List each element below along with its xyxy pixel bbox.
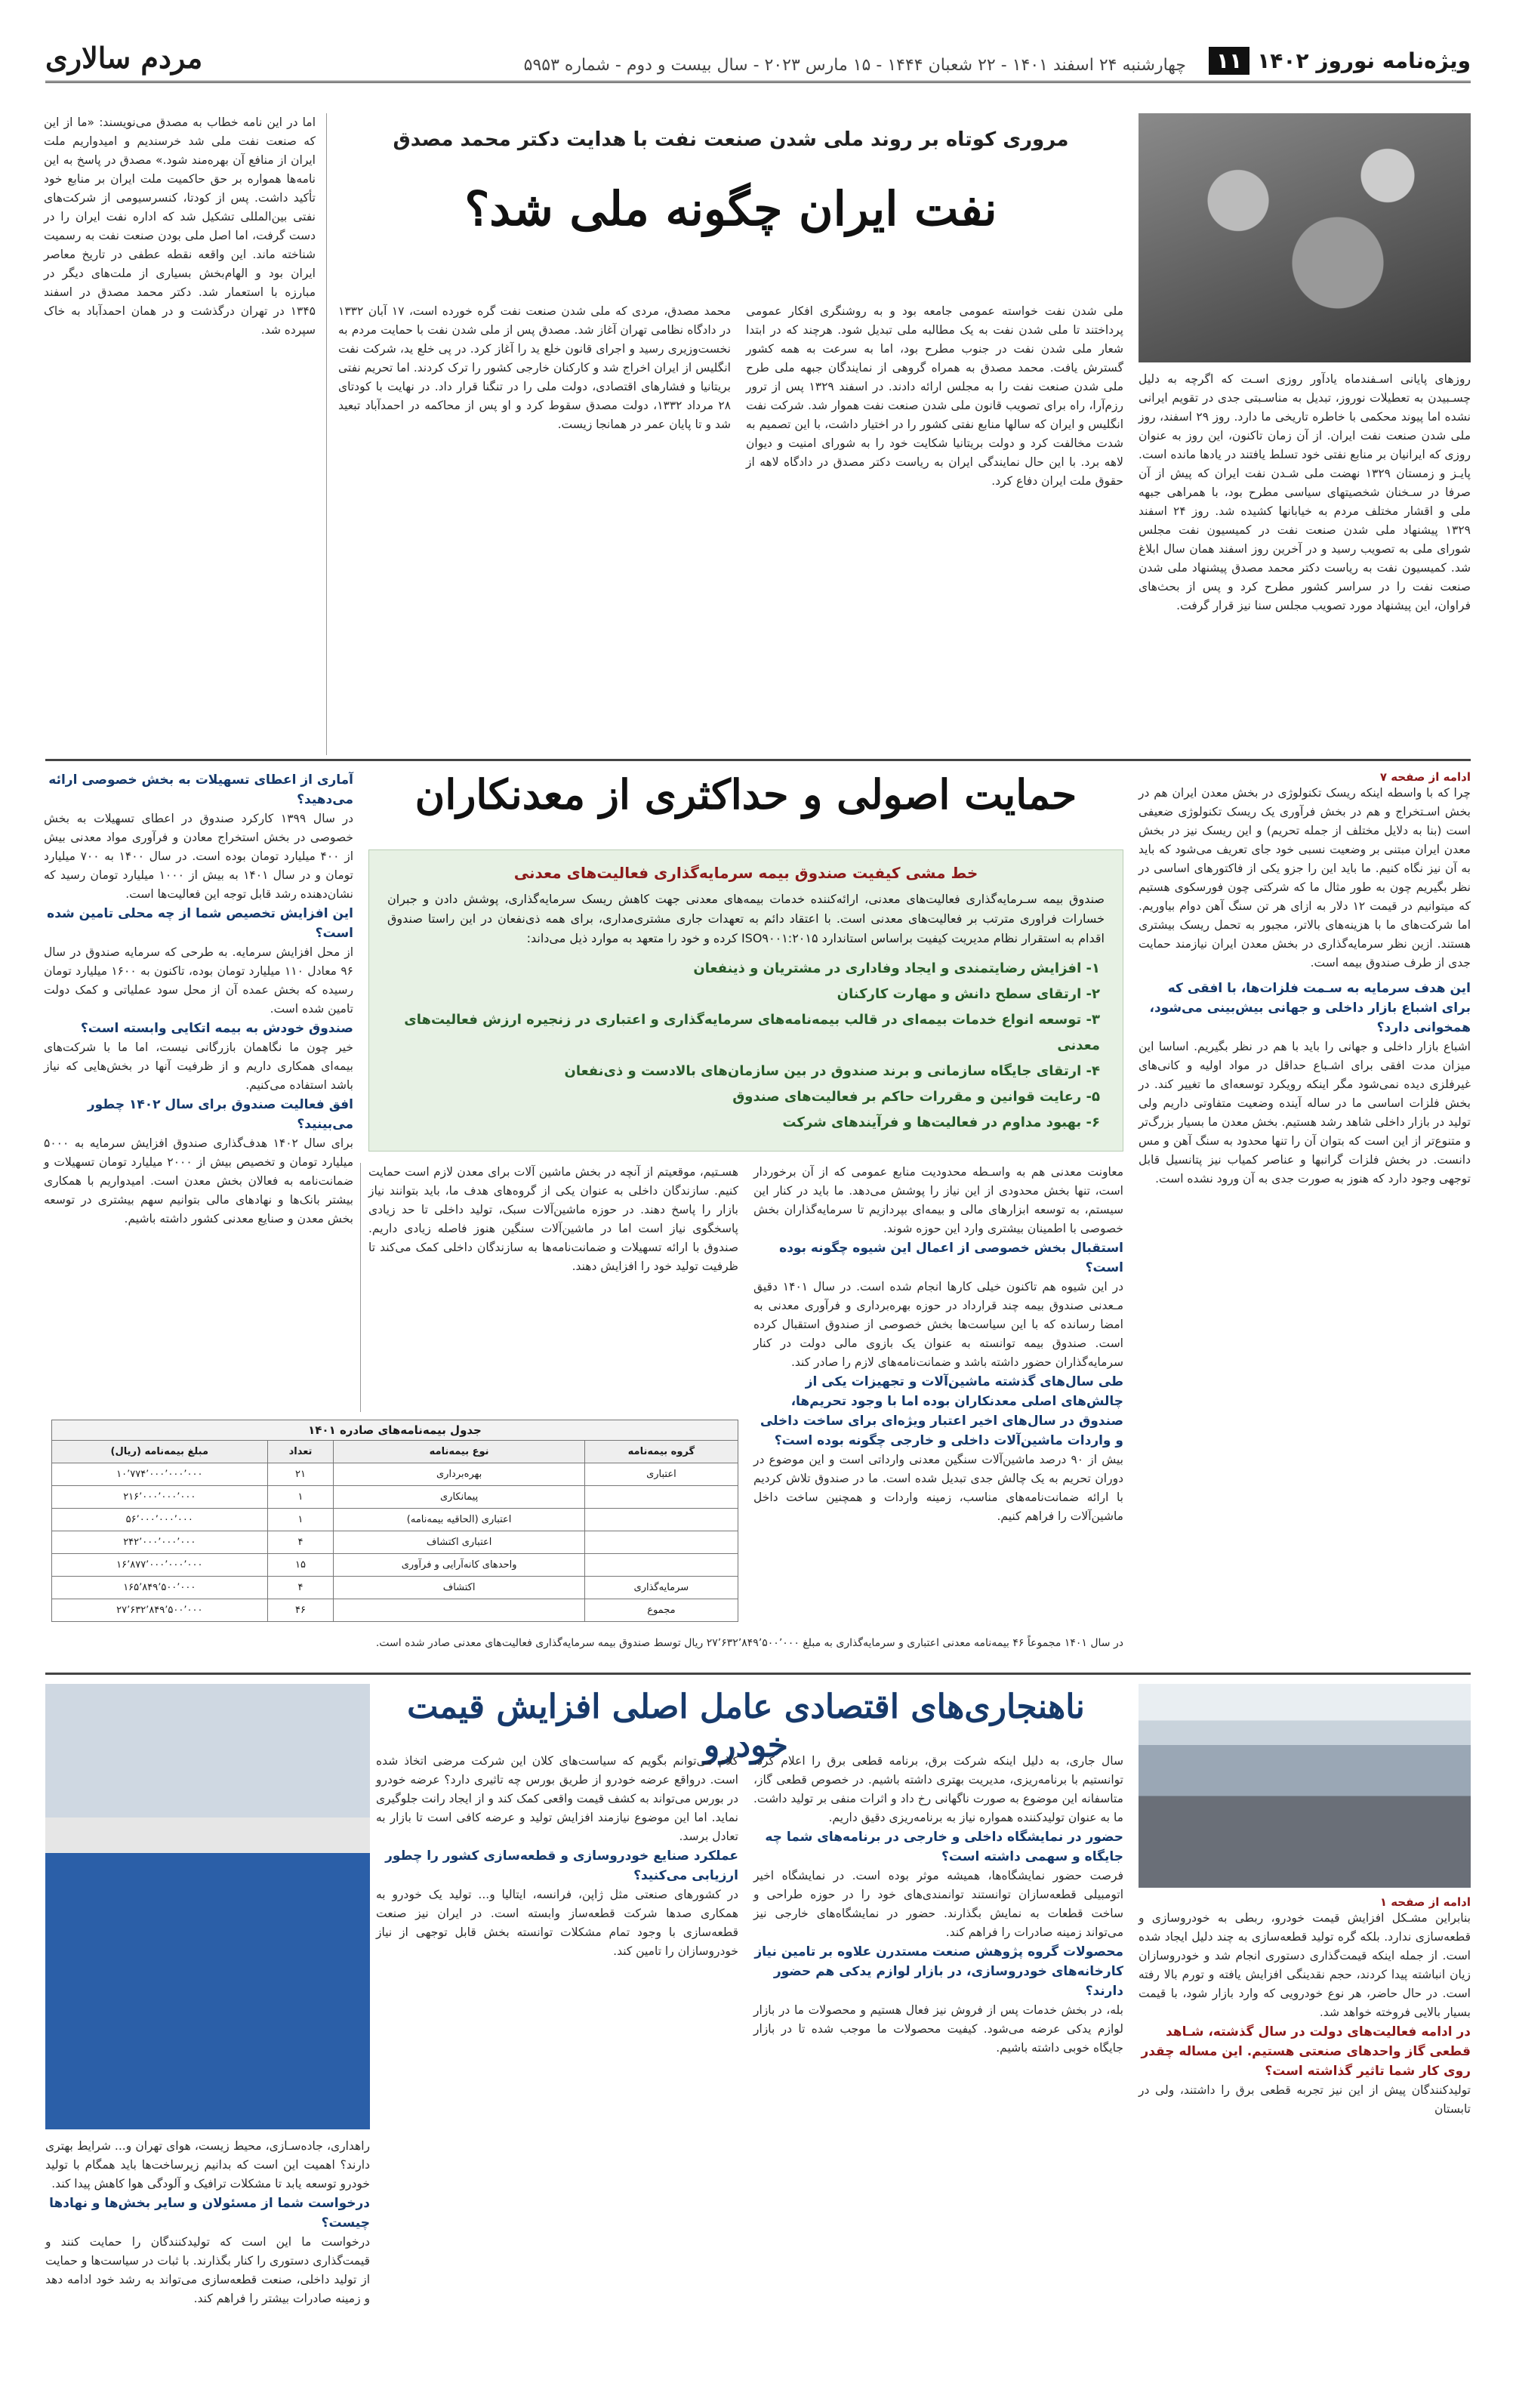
table-row xyxy=(52,1509,738,1531)
table-cell: بهره‌برداری xyxy=(334,1463,584,1486)
story2-paragraph: چرا که با واسطه اینکه ریسک تکنولوژی در بخش معدن ایران هم در بخش اسـتخراج و هم در بخش فرآوری یک ریسک تکنولوژی ضعیفی است (بنا به دلایل مختلف از جمله تحریم) و این ریسک نیز در بخش معدن ایران مبتنی بر وضعیت نسبی خود جای تعریف می‌شود که باید به آن نیز نگاه کنیم. ما باید این را جزو یکی از فاکتورهای اساسی در نظر بگیریم چون به طور مثال ما که شرکتی چون فورسکوی هستیم که میتوانیم در قیمت ۱۲ دلار به ازای هر تن سنگ آهن دوام بیاوریم. اما شرکت‌های ما با هزینه‌های بالاتر، مجبور به تحمل ریسک بیشتری هستند. ازین نظر سرمایه‌گذاری در بخش معدن ایران نیازمند حمایت جدی از طرف صندوق بیمه است. xyxy=(1139,786,1471,970)
interview-question: این هدف سرمایه به سـمت فلزات‌ها، با افقی که برای اشباع بازار داخلی و جهانی بیش‌بینی می‌شود، همخوانی دارد؟ xyxy=(1149,981,1471,1035)
story2-headline: حمایت اصولی و حداکثری از معدنکاران xyxy=(414,770,1077,819)
table-cell: ۱ xyxy=(267,1509,334,1531)
newspaper-logo: مردم سالاری xyxy=(45,41,203,75)
table-cell: واحدهای کانه‌آرایی و فرآوری xyxy=(334,1554,584,1577)
interview-question: طی سال‌های گذشته ماشین‌آلات و تجهیزات یکی از چالش‌های اصلی معدنکاران بوده اما با وجود تحریم‌ها، صندوق در سال‌های اخیر اعتبار ویژه‌ای برای ساخت داخلی و واردات ماشین‌آلات داخلی و خارجی چگونه بوده است؟ xyxy=(760,1374,1123,1448)
interview-question: عملکرد صنایع خودروسازی و قطعه‌سازی کشور را چطور ارزیابی می‌کنید؟ xyxy=(385,1848,738,1883)
table-cell: ۲۴۲٬۰۰۰٬۰۰۰٬۰۰۰ xyxy=(52,1531,268,1554)
interview-question: حضور در نمایشگاه داخلی و خارجی در برنامه‌های شما چه جایگاه و سهمی داشته است؟ xyxy=(765,1830,1123,1864)
table-cell: ۱ xyxy=(267,1486,334,1509)
story1-col-right xyxy=(1139,370,1471,751)
story2-paragraph: بیش از ۹۰ درصد ماشین‌آلات سنگین معدنی وارداتی است و این موضوع در دوران تحریم به یک چالش جدی تبدیل شده است. ما در صندوق تلاش کردیم با ارائه ضمانت‌نامه‌های مناسب، زمینه واردات و همچنین ساخت داخل ماشین‌آلات را فراهم کنیم. xyxy=(753,1453,1123,1523)
story2-paragraph: در سال ۱۳۹۹ کارکرد صندوق در اعطای تسهیلات به بخش خصوصی در بخش استخراج معادن و فرآوری مواد معدنی بیش از ۴۰۰ میلیارد تومان بوده است. در سال ۱۴۰۰ به ۷۰۰ میلیارد تومان و در سال ۱۴۰۱ به بیش از ۱۰۰۰ میلیارد تومان رسید که نشان‌دهنده رشد قابل توجه این فعالیت‌ها است. xyxy=(44,812,353,901)
table-row xyxy=(52,1577,738,1599)
table-cell: سرمایه‌گذاری xyxy=(584,1577,738,1599)
story3-paragraph: راهداری، جاده‌سـازی، محیط زیست، هوای تهران و... شرایط بهتری دارند؟ اهمیت این است که بدانیم زیرساخت‌ها باید همگام با تولید خودرو توسعه یابد تا مشکلات ترافیک و آلودگی هوا کاهش پیدا کند. xyxy=(45,2139,370,2191)
table-cell: مجموع xyxy=(584,1599,738,1622)
table-cell: ۴۶ xyxy=(267,1599,334,1622)
story3-col-far xyxy=(45,2137,370,2363)
page-number: ۱۱ xyxy=(1209,47,1249,75)
quality-policy-title: خط مشی کیفیت صندوق بیمه سرمایه‌گذاری فعالیت‌های معدنی xyxy=(513,864,978,882)
masthead xyxy=(45,30,1471,83)
insurance-table xyxy=(51,1420,738,1631)
story2-headline-area xyxy=(368,770,1123,838)
table-cell xyxy=(584,1531,738,1554)
story3-paragraph: سال جاری، به دلیل اینکه شرکت برق، برنامه قطعی برق را اعلام کرد، توانستیم با برنامه‌ریزی، مدیریت بهتری داشته باشیم. در خصوص قطعی گاز، متاسفانه این موضوع به صورت ناگهانی رخ داد و اثرات منفی بر تولید داشت. ما به عنوان تولیدکننده همواره نیاز به برنامه‌ریزی دقیق داریم. xyxy=(753,1754,1123,1824)
table-cell: ۲۱ xyxy=(267,1463,334,1486)
story2-col-left xyxy=(368,1163,738,1412)
story2-col-right xyxy=(1139,770,1471,1661)
story3-headline-area xyxy=(368,1688,1123,1765)
story3-col-right xyxy=(1139,1895,1471,2363)
section-rule xyxy=(45,1673,1471,1675)
table-cell: پیمانکاری xyxy=(334,1486,584,1509)
story1-headline: نفت ایران چگونه ملی شد؟ xyxy=(464,181,997,236)
story1-paragraph: اما در این نامه خطاب به مصدق می‌نویسند: «ما از این که صنعت نفت ملی شد خرسندیم و امیدواریم ملت ایران از منافع آن بهره‌مند شود.» مصدق در پاسخ به این نامه‌ها همواره بر حق حاکمیت ملت ایران بر منابع خود تأکید داشت. پس از کودتا، کنسرسیومی از شرکت‌های نفتی بین‌المللی تشکیل شد که اداره نفت ایران را در دست گرفت، اما اصل ملی بودن صنعت نفت به رسمیت شناخته ماند. این واقعه نقطه عطفی در تاریخ معاصر ایران بود و الهام‌بخش بسیاری از ملت‌های دیگر در مبارزه با استعمار شد. دکتر محمد مصدق در اسفند ۱۳۴۵ در تهران درگذشت و در همان احمدآباد به خاک سپرده شد. xyxy=(44,116,316,337)
story2-paragraph: معاونت معدنی هم به واسـطه محدودیت منابع عمومی که از آن برخوردار است، تنها بخش محدودی از این نیاز را پوشش می‌دهد. ما باید در کنار این سیستم، به توسعه ابزارهای مالی و بیمه‌ای بپردازیم تا سرمایه‌گذاران بخش خصوصی با اطمینان بیشتری وارد این حوزه شوند. xyxy=(753,1165,1123,1235)
story3-photo-factory xyxy=(1139,1684,1471,1888)
table-header: گروه بیمه‌نامه xyxy=(584,1441,738,1463)
story2-col-mid xyxy=(753,1163,1123,1631)
interview-question: صندوق خودش به بیمه اتکایی وابسته است؟ xyxy=(80,1021,353,1036)
story3-paragraph: تولیدکنندگان پیش از این نیز تجربه قطعی برق را داشتند، ولی در تابستان xyxy=(1139,2083,1471,2116)
story3-col-left xyxy=(376,1752,738,2363)
interview-question: درخواست شما از مسئولان و سایر بخش‌ها و نهادها چیست؟ xyxy=(49,2196,370,2231)
story1-paragraph: محمد مصدق، مردی که ملی شدن صنعت نفت گره خورده است، ۱۷ آبان ۱۳۳۲ در دادگاه نظامی تهران آغاز شد. مصدق پس از ملی شدن نفت با حمایت مردم به نخست‌وزیری رسید و اجرای قانون خلع ید را آغاز کرد. در پی خلع ید، شرکت نفت انگلیس از ایران اخراج شد و کارکنان خارجی کشور را ترک کردند. اما تحریم نفتی بریتانیا و فشارهای اقتصادی، دولت ملی را در تنگنا قرار داد. در نهایت با کودتای ۲۸ مرداد ۱۳۳۲، دولت مصدق سقوط کرد و او پس از محاکمه در احمدآباد تبعید شد و تا پایان عمر در همانجا زیست. xyxy=(338,304,731,431)
story3-paragraph: فرصت حضور نمایشگاه‌ها، همیشه موثر بوده است. در نمایشگاه اخیر اتومبیلی قطعه‌سازان توانستند توانمندی‌های خود را در حوزه طراحی و ساخت قطعات به نمایش بگذارند. حضور در نمایشگاه‌های خارجی نیز می‌تواند زمینه صادرات را فراهم کند. xyxy=(753,1869,1123,1939)
table-cell: ۵۶٬۰۰۰٬۰۰۰٬۰۰۰ xyxy=(52,1509,268,1531)
story1-kicker: مروری کوتاه بر روند ملی شدن صنعت نفت با هدایت دکتر محمد مصدق xyxy=(393,128,1069,151)
story1-col-far xyxy=(44,113,316,751)
dateline: چهارشنبه ۲۴ اسفند ۱۴۰۱ - ۲۲ شعبان ۱۴۴۴ - ۱۵ مارس ۲۰۲۳ - سال بیست و دوم - شماره ۵۹۵۳ xyxy=(523,56,1187,75)
story2-col-far xyxy=(44,770,353,1412)
story3-paragraph: درخواست ما این است که تولیدکنندگان را حمایت کنند و قیمت‌گذاری دستوری را کنار بگذارند. با ثبات در سیاست‌ها و حمایت از تولید داخلی، صنعت قطعه‌سازی می‌تواند به رشد خود ادامه دهد و زمینه صادرات بیشتر را فراهم کند. xyxy=(45,2235,370,2305)
table-row xyxy=(52,1554,738,1577)
section-rule xyxy=(45,759,1471,761)
policy-item: ۱- افزایش رضایتمندی و ایجاد وفاداری در مشتریان و ذینفعان xyxy=(693,960,1100,976)
table-cell: ۲۷٬۶۳۲٬۸۴۹٬۵۰۰٬۰۰۰ xyxy=(52,1599,268,1622)
supplement-label: ویژه‌نامه نوروز ۱۴۰۲ xyxy=(1257,48,1471,73)
table-cell: اعتباری xyxy=(584,1463,738,1486)
table-footnote: در سال ۱۴۰۱ مجموعاً ۴۶ بیمه‌نامه معدنی اعتباری و سرمایه‌گذاری به مبلغ ۲۷٬۶۳۲٬۸۴۹٬۵۰۰٬۰۰۰ ریال توسط صندوق بیمه سرمایه‌گذاری فعالیت‌های معدنی صادر شده است. xyxy=(375,1637,1123,1649)
quality-policy-lead: صندوق بیمه سـرمایه‌گذاری فعالیت‌های معدنی، ارائه‌کننده خدمات بیمه‌های معدنی جهت کاهش ریسک سرمایه‌گذاری، پوشش دادن و جبران خسارات فراوری مترتب بر فعالیت‌های معدنی است. با اعتقاد دائم به تعهدات جاری مشتری‌مداری، برای همه ذی‌نفعان در این راستا صندوق اقدام به استقرار نظام مدیریت کیفیت براساس استاندارد ISO۹۰۰۱:۲۰۱۵ کرده و خود را متعهد به موارد ذیل می‌داند: xyxy=(387,892,1105,945)
table-cell: اعتباری اکتشاف xyxy=(334,1531,584,1554)
story1-col-mid xyxy=(746,302,1123,751)
continued-label: ادامه از صفحه ۷ xyxy=(1379,770,1471,784)
policy-item: ۶- بهبود مداوم در فعالیت‌ها و فرآیندهای شرکت xyxy=(782,1115,1100,1130)
policy-item: ۵- رعایت قوانین و مقررات حاکم بر فعالیت‌های صندوق xyxy=(732,1089,1100,1105)
interview-question: استقبال بخش خصوصی از اعمال این شیوه چگونه بوده است؟ xyxy=(779,1241,1123,1275)
table-cell: ۱۵ xyxy=(267,1554,334,1577)
table-cell: ۲۱۶٬۰۰۰٬۰۰۰٬۰۰۰ xyxy=(52,1486,268,1509)
story3-paragraph: بنابراین مشـکل افزایش قیمت خودرو، ربطی به خودروسازی و قطعه‌سازی ندارد. بلکه گره تولید قطعه‌سازی به چند دلیل ایجاد شده است. از جمله اینکه قیمت‌گذاری دستوری انجام شد و خودروسازان زیان انباشته پیدا کردند، حجم نقدینگی افزایش یافته و تورم بالا رفته است. در حال حاضر، هر نوع خودرویی که وارد بازار شود، با قیمت بسیار بالایی فروخته خواهد شد. xyxy=(1139,1911,1471,2019)
table-row xyxy=(52,1599,738,1622)
story2-paragraph: برای سال ۱۴۰۲ هدف‌گذاری صندوق افزایش سرمایه به ۵۰۰۰ میلیارد تومان و تخصیص بیش از ۲۰۰۰ میلیارد تومان تسهیلات و ضمانت‌نامه به فعالان بخش معدن است. امیدواریم با همکاری بیشتر بانک‌ها و نهادهای مالی بتوانیم سهم بیشتری در توسعه بخش معدن و صنایع معدنی کشور داشته باشیم. xyxy=(44,1136,353,1226)
story3-paragraph: در کشورهای صنعتی مثل ژاپن، فرانسه، ایتالیا و... تولید یک خودرو به همکاری صدها شرکت قطعه‌ساز وابسته است. در ایران نیز صنعت قطعه‌سازی با وجود تمام مشکلات توانسته بخش قابل توجهی از نیاز خودروسازان را تامین کند. xyxy=(376,1888,738,1958)
story1-paragraph: روزهای پایانی اسـفندماه یادآور روزی اسـت که اگرچه به دلیل چسـبیدن به تعطیلات نوروز، تبدیل به مناسـبتی جدی در تقویم ایرانی نشده اما پیوند محکمی با خاطره تاریخی ما دارد. روز ۲۹ اسفند، روز ملی شدن صنعت نفت ایران. از آن زمان تاکنون، این روز به عنوان روزی که ایرانیان بر منابع نفتی خود تسلط یافتند در یادها مانده است. پایـز و زمستان ۱۳۲۹ نهضت ملی شـدن نفت ایران که پیش از آن صرفا در سـخنان شخصیتهای سیاسی مطرح بود، با همراهی جبهه ملی و اقشار مختلف مردم به خیابانها کشیده شد. روز ۲۴ اسفند ۱۳۲۹ پیشنهاد ملی شدن صنعت نفت در کمیسیون نفت مجلس شورای ملی به تصویب رسید و در آخرین روز اسفند همان سال ابلاغ شد. کمیسیون نفت به ریاست دکتر محمد مصدق پیشنهاد ملی شدن صنعت نفت را در سراسر کشور مطرح کرد و پس از بحث‌های فراوان، این پیشنهاد مورد تصویب مجلس سنا نیز قرار گرفت. xyxy=(1139,372,1471,612)
story2-paragraph: از محل افزایش سرمایه. به طرحی که سرمایه صندوق در سال ۹۶ معادل ۱۱۰ میلیارد تومان بوده، تاکنون به ۱۶۰۰ میلیارد تومان رسیده که بخش عمده آن از محل سود عملیاتی و کمک دولت تامین شده است. xyxy=(44,945,353,1016)
story2-paragraph: هسـتیم، موقعیتم از آنچه در بخش ماشین آلات برای معدن لازم است حمایت کنیم. سازندگان داخلی به عنوان یکی از گروه‌های هدف ما، باید بتوانند نیاز بازار را پاسخ دهند. در حوزه ماشین‌آلات سبک، تولید داخلی تا حد زیادی پاسخگوی نیاز است اما در ماشین‌آلات سنگین هنوز فاصله زیادی داریم. صندوق با ارائه تسهیلات و ضمانت‌نامه‌ها به سازندگان داخلی کمک می‌کند تا ظرفیت تولید خود را افزایش دهند. xyxy=(368,1165,738,1273)
story2-paragraph: اشباع بازار داخلی و جهانی را باید با هم در نظر بگیریم. اساسا این میزان مدت افقی برای اشـباع حداقل در مواد اولیه و کانی‌های غیرفلزی دیده نمی‌شود مگر اینکه رویکرد توسعه‌ای ما تغییر کند. در بخش فلزات اساسی ما در ساله آینده وضعیت متفاوتی داریم ولی تولید در بازار داخلی شاهد رشد هستیم. بخش معدن ما بسیار بزرگ‌تر و متنوع‌تر از این است که بتوان آن را تنها محدود به سنگ آهن و مس دانست. در بخش فلزات گرانبها و عناصر کمیاب نیز پتانسیل قابل توجهی وجود دارد که هنوز به صورت جدی به آن ورود نشده است. xyxy=(1139,1040,1471,1186)
story1-paragraph: ملی شدن نفت خواسته عمومی جامعه بود و به روشنگری افکار عمومی پرداختند تا ملی شدن نفت به یک مطالبه ملی تبدیل شود. هرچند که در ابتدا شعار ملی شدن نفت در جنوب مطرح بود، اما به سرعت به همه کشور گسترش یافت. محمد مصدق به همراه گروهی از نمایندگان جبهه ملی طرح ملی شدن صنعت نفت را به مجلس ارائه دادند. در اسفند ۱۳۲۹ پس از ترور رزم‌آرا، راه برای تصویب قانون ملی شدن صنعت نفت هموار شد. شرکت نفت انگلیس و ایران که سالها منابع نفتی کشور را در اختیار داشت، با این تصمیم به شدت مخالفت کرد و دولت بریتانیا شکایت خود را به شورای امنیت و دیوان لاهه برد. با این حال نمایندگی ایران به ریاست دکتر مصدق در دادگاه لاهه از حقوق ملت ایران دفاع کرد. xyxy=(746,304,1123,488)
story1-photo xyxy=(1139,113,1471,362)
supplement-name xyxy=(1209,47,1471,75)
quality-policy-box xyxy=(368,849,1123,1152)
interview-question: محصولات گروه پژوهش صنعت مستدرن علاوه بر تامین نیاز کارخانه‌های خودروسازی، در بازار لوازم یدکی هم حضور دارند؟ xyxy=(754,1944,1123,1999)
interview-question: آماری از اعطای تسهیلات به بخش خصوصی ارائه می‌دهید؟ xyxy=(48,772,353,807)
story3-headline: ناهنجاری‌های اقتصادی عامل اصلی افزایش قیمت خودرو xyxy=(407,1688,1085,1765)
story2-paragraph: خیر چون ما نگاهمان بازرگانی نیست، اما ما با شرکت‌های بیمه‌ای همکاری داریم و از ظرفیت آنها در بخش‌هایی که نیاز باشد استفاده می‌کنیم. xyxy=(44,1041,353,1092)
story1-col-left xyxy=(338,302,731,751)
data-table xyxy=(51,1440,738,1622)
table-cell: ۱۰٬۷۷۴٬۰۰۰٬۰۰۰٬۰۰۰ xyxy=(52,1463,268,1486)
interview-question: در ادامه فعالیت‌های دولت در سال گذشته، شـاهد قطعی گاز واحدهای صنعتی هستیم. این مساله چقدر روی کار شما تاثیر گذاشته است؟ xyxy=(1141,2024,1471,2079)
continued-label: ادامه از صفحه ۱ xyxy=(1379,1895,1471,1909)
table-header: نوع بیمه‌نامه xyxy=(334,1441,584,1463)
table-cell xyxy=(584,1486,738,1509)
story2-footnote xyxy=(51,1635,1123,1669)
table-cell xyxy=(334,1599,584,1622)
story1-header xyxy=(338,113,1123,294)
table-row xyxy=(52,1486,738,1509)
column-divider xyxy=(326,113,327,755)
table-cell xyxy=(584,1509,738,1531)
interview-question: این افزایش تخصیص شما از چه محلی تامین شده است؟ xyxy=(47,906,353,941)
policy-item: ۴- ارتقای جایگاه سازمانی و برند صندوق در بین سازمان‌های بالادست و ذی‌نفعان xyxy=(564,1063,1100,1079)
interview-question: افق فعالیت صندوق برای سال ۱۴۰۲ چطور می‌بینید؟ xyxy=(87,1097,353,1132)
quality-policy-list xyxy=(387,956,1105,1136)
table-header: تعداد xyxy=(267,1441,334,1463)
table-row xyxy=(52,1531,738,1554)
table-cell xyxy=(584,1554,738,1577)
policy-item: ۳- توسعه انواع خدمات بیمه‌ای در قالب بیمه‌نامه‌های سرمایه‌گذاری و اعتباری در زنجیره ارزش فعالیت‌های معدنی xyxy=(404,1012,1100,1053)
table-body xyxy=(52,1463,738,1622)
table-cell: اکتشاف xyxy=(334,1577,584,1599)
story3-photo-group xyxy=(45,1684,370,2129)
table-cell: ۴ xyxy=(267,1531,334,1554)
table-cell: ۱۶۵٬۸۴۹٬۵۰۰٬۰۰۰ xyxy=(52,1577,268,1599)
table-cell: ۴ xyxy=(267,1577,334,1599)
column-divider xyxy=(360,1163,361,1412)
table-row xyxy=(52,1463,738,1486)
story3-col-mid xyxy=(753,1752,1123,2363)
table-caption: جدول بیمه‌نامه‌های صادره ۱۴۰۱ xyxy=(51,1420,738,1440)
table-cell: ۱۶٬۸۷۷٬۰۰۰٬۰۰۰٬۰۰۰ xyxy=(52,1554,268,1577)
story3-paragraph: کلام می‌توانم بگویم که سیاست‌های کلان این شرکت مرضی اتخاذ شده است. درواقع عرضه خودرو از طریق بورس چه تاثیری دارد؟ عرضه خودرو در بورس می‌تواند به کشف قیمت واقعی کمک کند و از ایجاد رانت جلوگیری نماید. اما این موضوع نیازمند افزایش تولید و عرضه کافی است تا بازار به تعادل برسد. xyxy=(376,1754,738,1843)
table-cell: اعتباری (الحاقیه بیمه‌نامه) xyxy=(334,1509,584,1531)
table-header: مبلغ بیمه‌نامه (ریال) xyxy=(52,1441,268,1463)
policy-item: ۲- ارتقای سطح دانش و مهارت کارکنان xyxy=(837,986,1100,1002)
story2-paragraph: در این شیوه هم تاکنون خیلی کارها انجام شده است. در سال ۱۴۰۱ دقیق مـعدنی صندوق بیمه چند قرارداد در حوزه بهره‌برداری و فرآوری معدنی به امضا رسانده که با این سیاست‌ها بخش خصوصی از صندوق استقبال کرده است. صندوق بیمه توانسته به عنوان یک بازوی مالی دولت در کنار سرمایه‌گذاران حضور داشته باشد و ضمانت‌نامه‌های لازم را صادر کند. xyxy=(753,1280,1123,1369)
story3-paragraph: بله، در بخش خدمات پس از فروش نیز فعال هستیم و محصولات ما در بازار لوازم یدکی عرضه می‌شود. کیفیت محصولات ما موجب شده تا در بازار جایگاه خوبی داشته باشیم. xyxy=(753,2003,1123,2055)
